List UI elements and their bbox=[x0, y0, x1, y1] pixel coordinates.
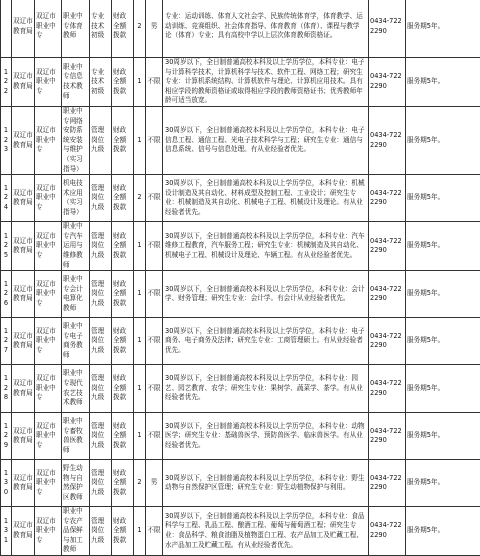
unit-cell: 双辽市职业中专 bbox=[35, 106, 62, 174]
requirements-cell: 30周岁以下，全日制普通高校本科及以上学历学位，本科专业：电子信息工程、通信工程、光电子技术科学与工程；研究生专业：通信与信息系统、信号与信息处理。有从业经验者优先。 bbox=[163, 106, 369, 174]
headcount-cell: 2 bbox=[134, 460, 146, 507]
department-cell: 双辽市教育局 bbox=[12, 175, 35, 222]
row-number: 127 bbox=[1, 318, 12, 365]
row-number: 123 bbox=[1, 106, 12, 174]
department-cell: 双辽市教育局 bbox=[12, 365, 35, 413]
headcount-cell: 1 bbox=[134, 222, 146, 271]
position-category-cell: 专业技术初级 bbox=[90, 58, 112, 107]
position-category-cell: 管理岗位九级 bbox=[90, 106, 112, 174]
unit-cell: 双辽市职业中专 bbox=[35, 58, 62, 107]
gender-cell: 不限 bbox=[146, 222, 163, 271]
position-name-cell: 野生动物与自然保护区教师 bbox=[62, 460, 90, 507]
funding-type-cell: 财政全额拨款 bbox=[112, 507, 134, 556]
gender-cell: 不限 bbox=[146, 318, 163, 365]
position-category-cell: 管理岗位九级 bbox=[90, 175, 112, 222]
note-cell: 服务期5年。 bbox=[406, 507, 480, 556]
headcount-cell: 1 bbox=[134, 58, 146, 107]
row-number bbox=[1, 0, 12, 58]
unit-cell: 双辽市职业中专 bbox=[35, 175, 62, 222]
position-category-cell: 专业技术初级 bbox=[90, 0, 112, 58]
table-row bbox=[1, 507, 480, 556]
phone-cell: 0434-7222290 bbox=[369, 175, 406, 222]
unit-cell: 双辽市职业中专 bbox=[35, 460, 62, 507]
table-row bbox=[1, 0, 480, 58]
unit-cell: 双辽市职业中专 bbox=[35, 507, 62, 556]
headcount-cell: 1 bbox=[134, 507, 146, 556]
note-cell: 服务期5年。 bbox=[406, 175, 480, 222]
note-cell: 服务期5年。 bbox=[406, 318, 480, 365]
phone-cell: 0434-7222290 bbox=[369, 271, 406, 318]
phone-cell: 0434-7222290 bbox=[369, 0, 406, 58]
position-name-cell: 职业中专会计电算化教师 bbox=[62, 271, 90, 318]
position-category-cell: 管理岗位九级 bbox=[90, 507, 112, 556]
requirements-cell: 30周岁以下，全日制普通高校本科及以上学历学位，本科专业：食品科学与工程、乳品工程、酿酒工程、葡萄与葡萄酒工程；研究生专业：食品科学、粮食油脂及植物蛋白工程、农产品加工及贮藏工程、水产品加工及贮藏工程。有从业经验者优先。 bbox=[163, 507, 369, 556]
position-category-cell: 管理岗位九级 bbox=[90, 318, 112, 365]
row-number: 128 bbox=[1, 365, 12, 413]
unit-cell: 双辽市职业中专 bbox=[35, 365, 62, 413]
gender-cell: 不限 bbox=[146, 507, 163, 556]
table-row bbox=[1, 271, 480, 318]
headcount-cell: 1 bbox=[134, 365, 146, 413]
note-cell: 服务期5年。 bbox=[406, 106, 480, 174]
funding-type-cell: 财政全额拨款 bbox=[112, 106, 134, 174]
funding-type-cell: 财政全额拨款 bbox=[112, 460, 134, 507]
position-name-cell: 机电技术应用（实习指导） bbox=[62, 175, 90, 222]
department-cell: 双辽市教育局 bbox=[12, 58, 35, 107]
funding-type-cell: 财政全额拨款 bbox=[112, 318, 134, 365]
table-row bbox=[1, 106, 480, 174]
table-row bbox=[1, 365, 480, 413]
headcount-cell: 1 bbox=[134, 106, 146, 174]
requirements-cell: 30周岁以下，全日制普通高校本科及以上学历学位，本科专业：机械设计制造及其自动化、材料成型及控制工程、工业设计；研究生专业：机械制造及其自动化、机械电子工程、机械设计及理论。有从业经验者优先。 bbox=[163, 175, 369, 222]
unit-cell: 双辽市职业中专 bbox=[35, 318, 62, 365]
phone-cell: 0434-7222290 bbox=[369, 413, 406, 460]
unit-cell: 双辽市职业中专 bbox=[35, 222, 62, 271]
table-row bbox=[1, 58, 480, 107]
note-cell: 服务期5年。 bbox=[406, 460, 480, 507]
phone-cell: 0434-7222290 bbox=[369, 365, 406, 413]
note-cell: 服务期5年。 bbox=[406, 222, 480, 271]
note-cell: 服务期5年。 bbox=[406, 58, 480, 107]
row-number: 131 bbox=[1, 507, 12, 556]
department-cell: 双辽市教育局 bbox=[12, 0, 35, 58]
gender-cell: 不限 bbox=[146, 271, 163, 318]
requirements-cell: 30周岁以下，全日制普通高校本科及以上学历学位，本科专业：园艺、园艺教育、农学；研究生专业：果树学、蔬菜学、茶学。有从业经验者优先。 bbox=[163, 365, 369, 413]
department-cell: 双辽市教育局 bbox=[12, 106, 35, 174]
position-name-cell: 职业中专农产品保鲜与加工教师 bbox=[62, 507, 90, 556]
headcount-cell: 1 bbox=[134, 271, 146, 318]
funding-type-cell: 财政全额拨款 bbox=[112, 222, 134, 271]
table-row bbox=[1, 413, 480, 460]
row-number: 129 bbox=[1, 413, 12, 460]
position-category-cell: 管理岗位九级 bbox=[90, 271, 112, 318]
unit-cell: 双辽市职业中专 bbox=[35, 0, 62, 58]
department-cell: 双辽市教育局 bbox=[12, 318, 35, 365]
position-name-cell: 职业中专网络安防系统安装与维护（实习指导） bbox=[62, 106, 90, 174]
department-cell: 双辽市教育局 bbox=[12, 460, 35, 507]
phone-cell: 0434-7222290 bbox=[369, 58, 406, 107]
row-number: 130 bbox=[1, 460, 12, 507]
headcount-cell: 2 bbox=[134, 0, 146, 58]
phone-cell: 0434-7222290 bbox=[369, 222, 406, 271]
department-cell: 双辽市教育局 bbox=[12, 507, 35, 556]
table-row bbox=[1, 460, 480, 507]
phone-cell: 0434-7222290 bbox=[369, 507, 406, 556]
funding-type-cell: 财政全额拨款 bbox=[112, 175, 134, 222]
department-cell: 双辽市教育局 bbox=[12, 222, 35, 271]
funding-type-cell: 财政全额拨款 bbox=[112, 271, 134, 318]
position-category-cell: 管理岗位九级 bbox=[90, 365, 112, 413]
headcount-cell: 1 bbox=[134, 318, 146, 365]
position-name-cell: 职业中专体育教师 bbox=[62, 0, 90, 58]
position-category-cell: 管理岗位九级 bbox=[90, 222, 112, 271]
headcount-cell: 1 bbox=[134, 413, 146, 460]
phone-cell: 0434-7222290 bbox=[369, 460, 406, 507]
department-cell: 双辽市教育局 bbox=[12, 271, 35, 318]
position-name-cell: 职业中专信息技术教师 bbox=[62, 58, 90, 107]
position-category-cell: 管理岗位九级 bbox=[90, 413, 112, 460]
note-cell: 服务期5年。 bbox=[406, 271, 480, 318]
funding-type-cell: 财政全额拨款 bbox=[112, 365, 134, 413]
gender-cell: 不限 bbox=[146, 58, 163, 107]
funding-type-cell: 财政全额拨款 bbox=[112, 0, 134, 58]
row-number: 125 bbox=[1, 222, 12, 271]
phone-cell: 0434-7222290 bbox=[369, 318, 406, 365]
table-row bbox=[1, 318, 480, 365]
gender-cell: 不限 bbox=[146, 413, 163, 460]
gender-cell: 男 bbox=[146, 0, 163, 58]
gender-cell: 不限 bbox=[146, 106, 163, 174]
requirements-cell: 30周岁以下，全日制普通高校本科及以上学历学位，本科专业：动物医学；研究生专业：基础兽医学、预防兽医学、临床兽医学。有从业经验者优先。 bbox=[163, 413, 369, 460]
position-name-cell: 职业中专汽车运用与维修教师 bbox=[62, 222, 90, 271]
requirements-cell: 30周岁以下，全日制普通高校本科及以上学历学位，本科专业：会计学、财务管理；研究生专业：会计学。有会计从业经验者优先。 bbox=[163, 271, 369, 318]
department-cell: 双辽市教育局 bbox=[12, 413, 35, 460]
row-number: 124 bbox=[1, 175, 12, 222]
note-cell: 服务期5年。 bbox=[406, 413, 480, 460]
requirements-cell: 专业：运动训练、体育人文社会学、民族传统体育学，体育教学、运动训练、竞赛组织、社会体育指导、体育教育（体育）、课程与教学论（体育）专业；具有高校中学以上层次体育教师资格证。 bbox=[163, 0, 369, 58]
funding-type-cell: 财政全额拨款 bbox=[112, 58, 134, 107]
note-cell: 服务期5年。 bbox=[406, 0, 480, 58]
funding-type-cell: 财政全额拨款 bbox=[112, 413, 134, 460]
position-category-cell: 管理岗位九级 bbox=[90, 460, 112, 507]
position-name-cell: 职业中专现代农艺技术教师 bbox=[62, 365, 90, 413]
row-number: 122 bbox=[1, 58, 12, 107]
requirements-cell: 30周岁以下，全日制普通高校本科及以上学历学位，本科专业：电子商务、电子商务及法律；研究生专业：工商管理硕士。有从业经验者优先。 bbox=[163, 318, 369, 365]
gender-cell: 不限 bbox=[146, 365, 163, 413]
requirements-cell: 30周岁以下，全日制普通高校本科及以上学历学位，本科专业：电子与计算科学技术，计算机科学与技术、软件工程、网络工程；研究生专业：计算机系统结构、计算机软件与理论、计算机应用技术。具有相应学段的教师资格证或取得相应学段的教师资格证书；优秀教师年龄可适当放宽。 bbox=[163, 58, 369, 107]
phone-cell: 0434-7222290 bbox=[369, 106, 406, 174]
table-row bbox=[1, 175, 480, 222]
unit-cell: 双辽市职业中专 bbox=[35, 271, 62, 318]
gender-cell: 不限 bbox=[146, 175, 163, 222]
requirements-cell: 30周岁以下，全日制普通高校本科及以上学历学位，本科专业：汽车维修工程教育，汽车服务工程；研究生专业：机械制造及其自动化、机械电子工程、机械设计及理论、车辆工程。有从业经验者优先。 bbox=[163, 222, 369, 271]
row-number: 126 bbox=[1, 271, 12, 318]
unit-cell: 双辽市职业中专 bbox=[35, 413, 62, 460]
position-name-cell: 职业中专畜牧兽医教师 bbox=[62, 413, 90, 460]
table-row bbox=[1, 222, 480, 271]
position-name-cell: 职业中专电子商务教师 bbox=[62, 318, 90, 365]
gender-cell: 男 bbox=[146, 460, 163, 507]
note-cell: 服务期5年。 bbox=[406, 365, 480, 413]
headcount-cell: 2 bbox=[134, 175, 146, 222]
requirements-cell: 30周岁以下，全日制普通高校本科及以上学历学位，本科专业：野生动物与自然保护区管理；研究生专业：野生动植物保护与利用。 bbox=[163, 460, 369, 507]
